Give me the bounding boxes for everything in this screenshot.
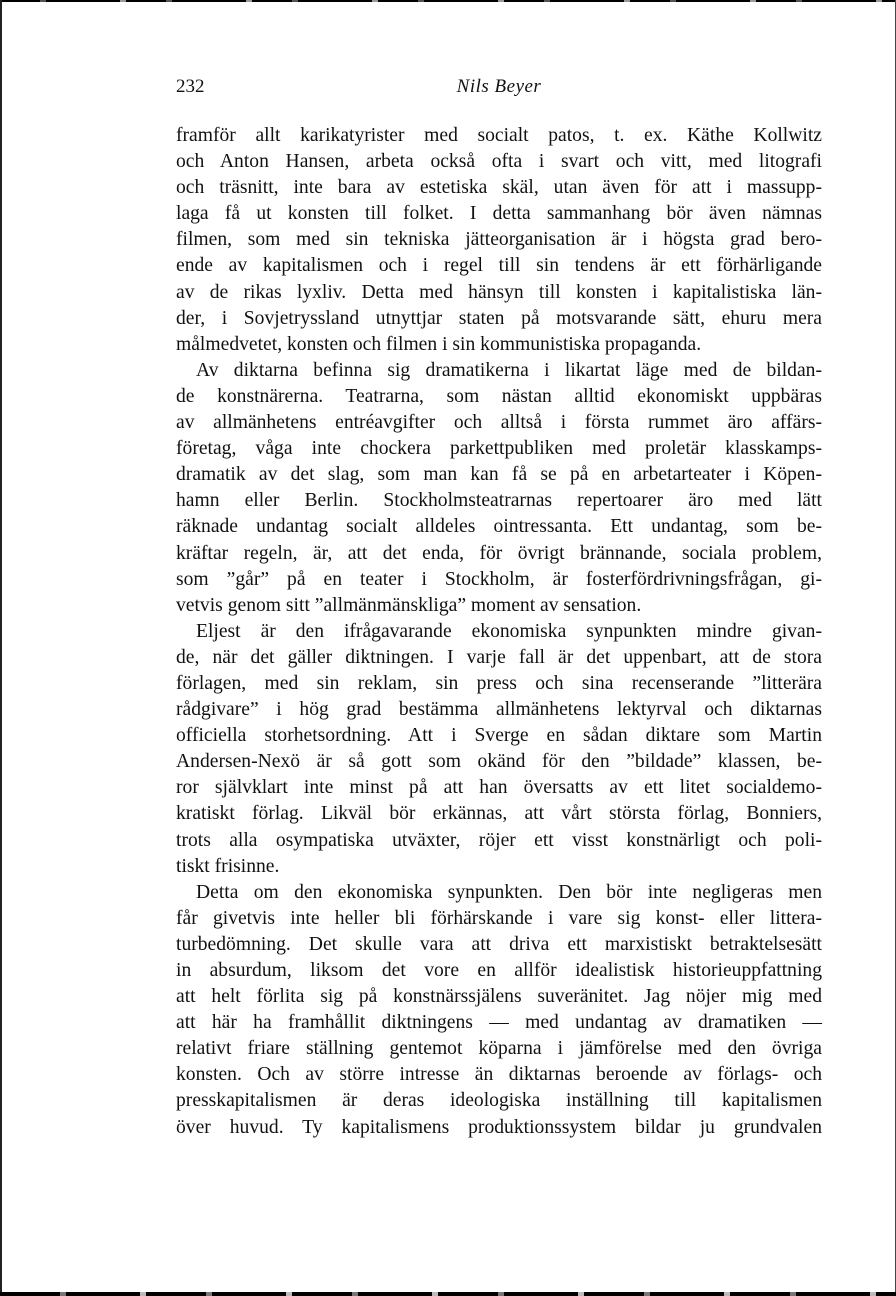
text-line: hamn eller Berlin. Stockholmsteatrarnas repertoarer äro med lätt xyxy=(176,490,822,512)
paragraph xyxy=(176,358,822,619)
text-line: Andersen-Nexö är så gott som okänd för den ”bildade” klassen, be- xyxy=(176,751,822,773)
text-line: tiskt frisinne. xyxy=(176,855,280,877)
running-title: Nils Beyer xyxy=(456,76,542,97)
text-line: och träsnitt, inte bara av estetiska skäl, utan även för att i massupp- xyxy=(176,177,822,199)
text-line: trots alla osympatiska utväxter, röjer ett visst konstnärligt och poli- xyxy=(176,829,822,851)
page-number: 232 xyxy=(176,76,205,97)
text-line: över huvud. Ty kapitalismens produktionssystem bildar ju grundvalen xyxy=(176,1116,822,1138)
text-line: kratiskt förlag. Likväl bör erkännas, att vårt största förlag, Bonniers, xyxy=(176,803,822,825)
text-line: konsten. Och av större intresse än diktarnas beroende av förlags- och xyxy=(176,1064,822,1086)
text-line: de konstnärerna. Teatrarna, som nästan alltid ekonomiskt uppbäras xyxy=(176,385,822,407)
text-line: filmen, som med sin tekniska jätteorganisation är i högsta grad bero- xyxy=(176,229,822,251)
scan-edge-bottom xyxy=(0,1292,896,1296)
text-line: av allmänhetens entréavgifter och alltså i första rummet äro affärs- xyxy=(176,412,822,434)
text-line: att här ha framhållit diktningens — med undantag av dramatiken — xyxy=(176,1012,822,1034)
text-line: Detta om den ekonomiska synpunkten. Den bör inte negligeras men xyxy=(196,881,822,903)
text-line: får givetvis inte heller bli förhärskande i vare sig konst- eller littera- xyxy=(176,907,822,929)
scan-edge-left xyxy=(0,0,2,1296)
text-line: räknade undantag socialt alldeles ointressanta. Ett undantag, som be- xyxy=(176,516,822,538)
text-line: Eljest är den ifrågavarande ekonomiska synpunkten mindre givan- xyxy=(196,620,822,642)
text-line: målmedvetet, konsten och filmen i sin kommunistiska propaganda. xyxy=(176,333,702,355)
text-line: ende av kapitalismen och i regel till sin tendens är ett förhärligande xyxy=(176,255,822,277)
book-page xyxy=(176,72,822,1141)
paragraph xyxy=(176,123,822,358)
text-line: ror självklart inte minst på att han översatts av ett litet socialdemo- xyxy=(176,777,822,799)
text-line: som ”går” på en teater i Stockholm, är fosterfördrivningsfrågan, gi- xyxy=(176,568,822,590)
text-line: de, när det gäller diktningen. I varje fall är det uppenbart, att de stora xyxy=(176,646,822,668)
text-line: der, i Sovjetryssland utnyttjar staten på motsvarande sätt, ehuru mera xyxy=(176,307,822,329)
text-line: officiella storhetsordning. Att i Sverge en sådan diktare som Martin xyxy=(176,725,822,747)
text-line: laga få ut konsten till folket. I detta sammanhang bör även nämnas xyxy=(176,203,822,225)
paragraph xyxy=(176,619,822,880)
text-line: rådgivare” i hög grad bestämma allmänhetens lektyrval och diktarnas xyxy=(176,699,822,721)
text-line: företag, våga inte chockera parkettpubliken med proletär klasskamps- xyxy=(176,438,822,460)
text-line: Av diktarna befinna sig dramatikerna i likartat läge med de bildan- xyxy=(196,359,822,381)
text-line: av de rikas lyxliv. Detta med hänsyn till konsten i kapitalistiska län- xyxy=(176,281,822,303)
text-line: in absurdum, liksom det vore en allför idealistisk historieuppfattning xyxy=(176,960,822,981)
text-line: kräftar regeln, är, att det enda, för övrigt brännande, sociala problem, xyxy=(176,542,822,564)
text-line: vetvis genom sitt ”allmänmänskliga” moment av sensation. xyxy=(176,594,642,616)
text-line: relativt friare ställning gentemot köparna i jämförelse med den övriga xyxy=(176,1038,822,1060)
text-line: turbedömning. Det skulle vara att driva ett marxistiskt betraktelsesätt xyxy=(176,933,822,955)
paragraph xyxy=(176,880,822,1141)
running-head xyxy=(176,72,822,106)
text-line: att helt förlita sig på konstnärssjälens suveränitet. Jag nöjer mig med xyxy=(176,986,822,1008)
text-line: presskapitalismen är deras ideologiska inställning till kapitalismen xyxy=(176,1090,822,1112)
body-text xyxy=(176,123,822,1141)
text-line: framför allt karikatyrister med socialt patos, t. ex. Käthe Kollwitz xyxy=(176,125,822,146)
text-line: förlagen, med sin reklam, sin press och sina recenserande ”litterära xyxy=(176,672,822,694)
text-line: och Anton Hansen, arbeta också ofta i svart och vitt, med litografi xyxy=(176,151,822,173)
text-line: dramatik av det slag, som man kan få se på en arbetarteater i Köpen- xyxy=(176,464,822,486)
scan-edge-top xyxy=(0,0,896,2)
